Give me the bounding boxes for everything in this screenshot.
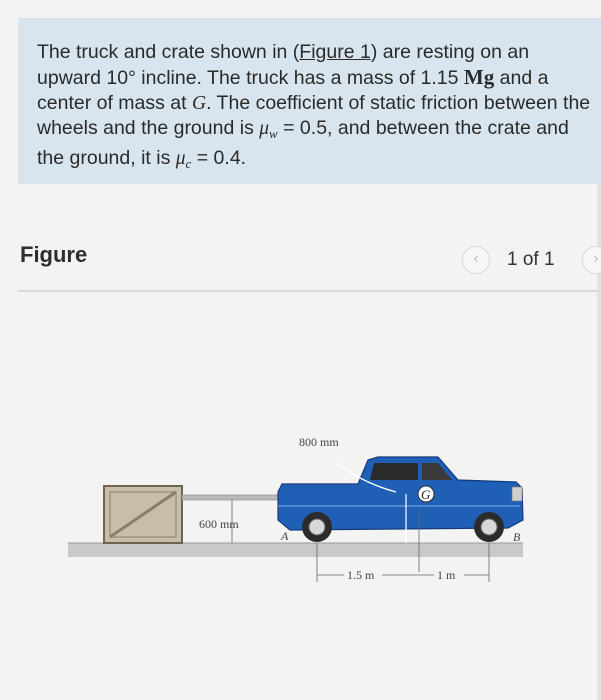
- mu-w-subscript: w: [269, 126, 278, 141]
- label-B: B: [513, 530, 521, 544]
- figure-1-link[interactable]: Figure 1: [299, 41, 371, 63]
- figure-pager: 1 of 1: [507, 249, 555, 270]
- label-800mm: 800 mm: [299, 435, 339, 449]
- chevron-left-icon: ‹: [473, 250, 479, 267]
- ground: [68, 543, 523, 557]
- problem-text-3: . The coefficient of static friction between the wheels and the ground is: [37, 92, 591, 139]
- mass-unit: Mg: [463, 65, 495, 89]
- center-of-mass-symbol: G: [191, 93, 207, 114]
- label-A: A: [281, 529, 289, 543]
- problem-text-4: = 0.5, and between the crate and the ground, it is: [37, 117, 569, 169]
- problem-text-1: ) are resting on an upward 10° incline. The truck has a mass of 1.15: [37, 41, 530, 89]
- crate: [104, 486, 182, 543]
- label-1-5m: 1.5 m: [347, 568, 375, 582]
- label-1m: 1 m: [437, 568, 456, 582]
- figure-heading: Figure: [20, 242, 88, 267]
- mu-c-symbol: μ: [175, 148, 186, 169]
- tow-strap: [182, 495, 280, 500]
- problem-text-5: = 0.4.: [191, 147, 247, 169]
- mu-w-symbol: μ: [259, 118, 270, 139]
- mu-c-subscript: c: [185, 156, 192, 171]
- problem-text-intro: The truck and crate shown in (: [37, 41, 300, 63]
- chevron-right-icon: ›: [593, 250, 599, 267]
- truck: [278, 457, 523, 542]
- label-600mm: 600 mm: [199, 517, 239, 531]
- problem-text-2: and a center of mass at: [37, 67, 549, 114]
- label-G: G: [421, 487, 431, 502]
